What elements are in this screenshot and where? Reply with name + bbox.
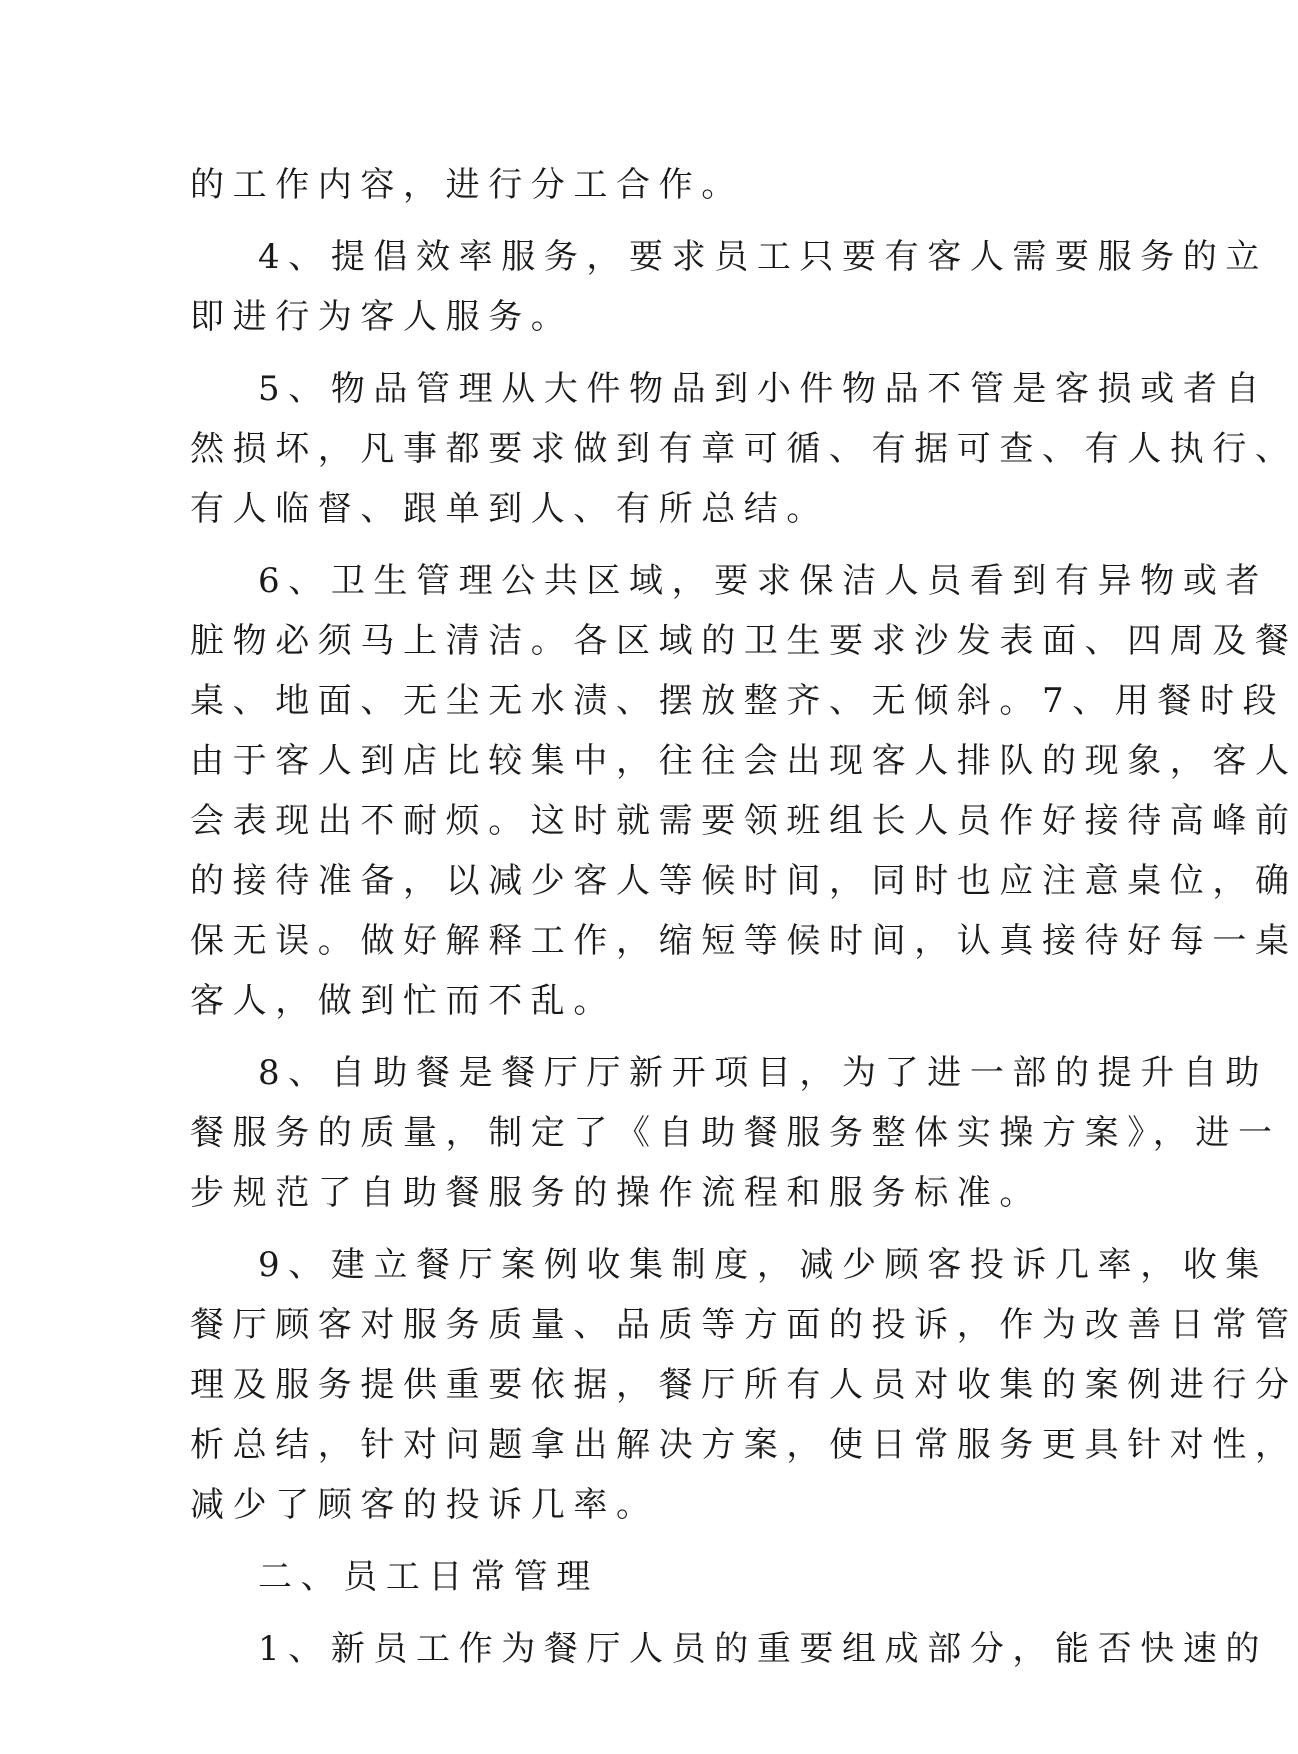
text-line: 5、物品管理从大件物品到小件物品不管是客损或者自 [258,369,1269,409]
text-line: 析总结，针对问题拿出解决方案，使日常服务更具针对性， [190,1425,1298,1465]
text-line: 有人临督、跟单到人、有所总结。 [190,489,829,529]
text-line: 餐服务的质量，制定了《自助餐服务整体实操方案》，进一 [190,1113,1281,1153]
text-line: 客人，做到忙而不乱。 [190,981,616,1021]
text-line: 桌、地面、无尘无水渍、摆放整齐、无倾斜。7、用餐时段 [190,681,1286,721]
body-text [190,155,1298,1679]
text-line: 即进行为客人服务。 [190,297,574,337]
text-line: 由于客人到店比较集中，往往会出现客人排队的现象，客人 [190,741,1298,781]
paragraph-item-5 [190,359,1298,539]
paragraph [190,155,1050,215]
text-line: 理及服务提供重要依据，餐厅所有人员对收集的案例进行分 [190,1365,1298,1405]
text-line: 6、卫生管理公共区域，要求保洁人员看到有异物或者 [258,561,1269,601]
paragraph-item-9 [190,1235,1298,1535]
text-line: 9、建立餐厅案例收集制度，减少顾客投诉几率，收集 [258,1245,1269,1285]
text-line: 8、自助餐是餐厅厅新开项目，为了进一部的提升自助 [258,1053,1269,1093]
section-heading-text: 二、员工日常管理 [258,1557,599,1597]
paragraph-item-1 [190,1619,1269,1679]
text-line: 减少了顾客的投诉几率。 [190,1485,659,1525]
paragraph-item-6 [190,551,1298,1031]
paragraph-item-8 [190,1043,1281,1223]
text-line: 步规范了自助餐服务的操作流程和服务标准。 [190,1173,1042,1213]
text-line: 1、新员工作为餐厅人员的重要组成部分，能否快速的 [258,1629,1269,1669]
text-line: 4、提倡效率服务，要求员工只要有客人需要服务的立 [258,237,1269,277]
text-line: 脏物必须马上清洁。各区域的卫生要求沙发表面、四周及餐 [190,621,1298,661]
text-line: 然损坏，凡事都要求做到有章可循、有据可查、有人执行、 [190,429,1298,469]
text-line: 的接待准备，以减少客人等候时间，同时也应注意桌位，确 [190,861,1298,901]
text-line: 保无误。做好解释工作，缩短等候时间，认真接待好每一桌 [190,921,1298,961]
section-heading [190,1547,1050,1607]
text-line: 的工作内容，进行分工合作。 [190,165,744,205]
paragraph-item-4 [190,227,1269,347]
text-line: 会表现出不耐烦。这时就需要领班组长人员作好接待高峰前 [190,801,1298,841]
text-line: 餐厅顾客对服务质量、品质等方面的投诉，作为改善日常管 [190,1305,1298,1345]
